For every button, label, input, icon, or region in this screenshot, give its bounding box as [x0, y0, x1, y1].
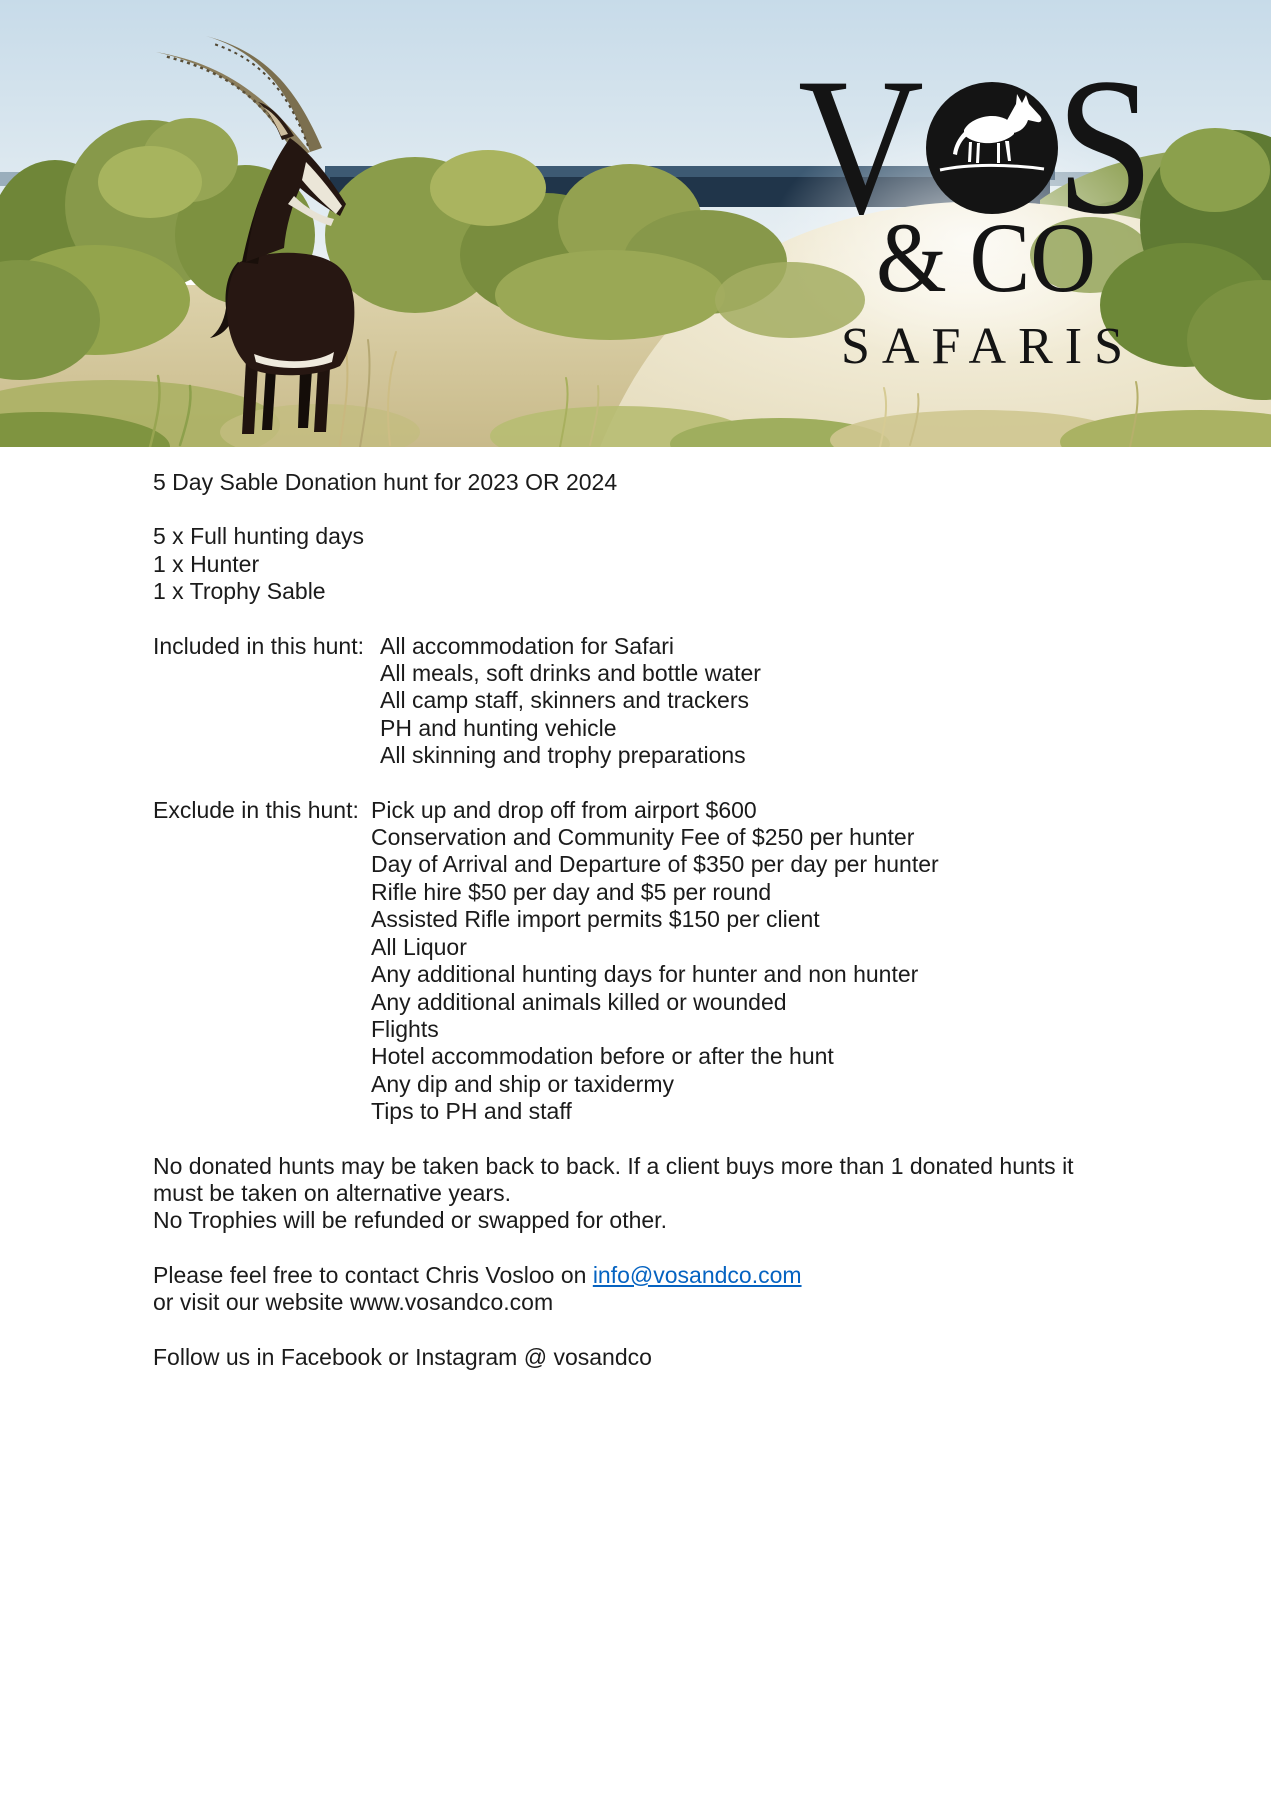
terms-line: No donated hunts may be taken back to back. If a client buys more than 1 donated hunts it must be taken on alternative years.: [153, 1152, 1074, 1206]
package-line: 1 x Trophy Sable: [153, 578, 326, 605]
contact-line-1: [153, 1262, 1088, 1289]
excluded-section: [153, 797, 1088, 1126]
included-item: All accommodation for Safari: [380, 632, 675, 659]
logo-safaris: SAFARIS: [841, 318, 1135, 375]
vos-logo: [798, 38, 1154, 375]
excluded-label: Exclude in this hunt:: [153, 796, 359, 823]
sable-antelope-photo: [0, 0, 1271, 447]
excluded-item: Conservation and Community Fee of $250 per hunter: [371, 824, 915, 851]
logo-amp-co: & CO: [876, 202, 1096, 313]
title: 5 Day Sable Donation hunt for 2023 OR 2024: [153, 469, 618, 495]
social-line: Follow us in Facebook or Instagram @ vosandco: [153, 1343, 652, 1370]
included-section: [153, 633, 1088, 770]
logo-letter-s: S: [1056, 38, 1154, 255]
logo-letter-v: V: [798, 38, 924, 255]
excluded-item: Any additional hunting days for hunter and non hunter: [371, 961, 919, 988]
excluded-item: Pick up and drop off from airport $600: [371, 796, 757, 823]
excluded-item: All Liquor: [371, 933, 467, 960]
included-item: All camp staff, skinners and trackers: [380, 687, 749, 714]
included-item: All meals, soft drinks and bottle water: [380, 660, 761, 687]
excluded-item: Tips to PH and staff: [371, 1098, 572, 1125]
package-summary: [153, 523, 1088, 605]
package-line: 5 x Full hunting days: [153, 523, 364, 550]
included-item: All skinning and trophy preparations: [380, 742, 746, 769]
logo-circle: [926, 82, 1058, 214]
document-body: [153, 447, 1088, 1371]
excluded-item: Hotel accommodation before or after the hunt: [371, 1043, 834, 1070]
included-label: Included in this hunt:: [153, 632, 364, 659]
contact-prefix: Please feel free to contact Chris Vosloo on: [153, 1261, 593, 1288]
excluded-item: Any additional animals killed or wounded: [371, 988, 787, 1015]
social-section: [153, 1344, 1088, 1371]
excluded-item: Flights: [371, 1015, 439, 1042]
included-items: [380, 633, 1088, 770]
excluded-item: Assisted Rifle import permits $150 per client: [371, 906, 820, 933]
terms-section: [153, 1153, 1088, 1235]
contact-line-2: or visit our website www.vosandco.com: [153, 1289, 554, 1316]
excluded-item: Day of Arrival and Departure of $350 per day per hunter: [371, 851, 939, 878]
package-line: 1 x Hunter: [153, 550, 260, 577]
hero-image: [0, 0, 1271, 447]
email-link[interactable]: info@vosandco.com: [592, 1261, 802, 1288]
included-item: PH and hunting vehicle: [380, 714, 617, 741]
contact-section: [153, 1262, 1088, 1317]
excluded-items: [371, 797, 1088, 1126]
excluded-item: Rifle hire $50 per day and $5 per round: [371, 878, 772, 905]
terms-line: No Trophies will be refunded or swapped for other.: [153, 1207, 667, 1234]
excluded-item: Any dip and ship or taxidermy: [371, 1070, 674, 1097]
